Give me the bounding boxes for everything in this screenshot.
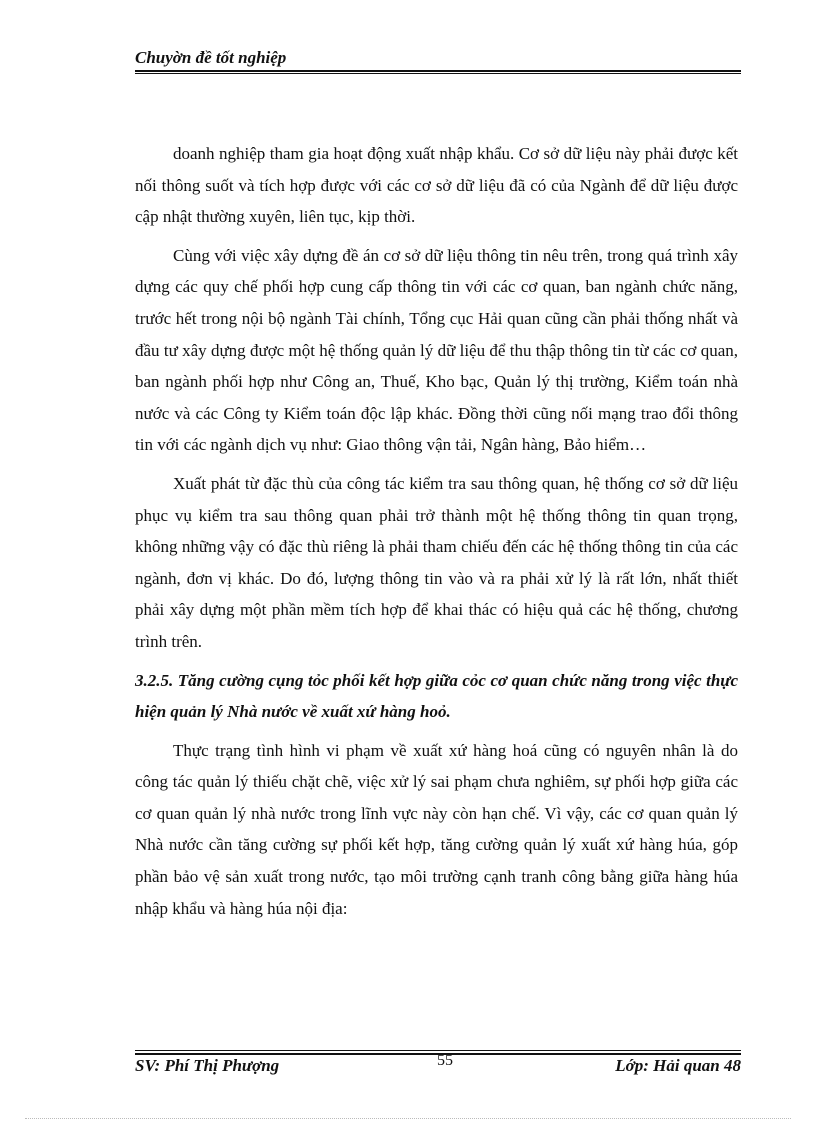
body-paragraph: Cùng với việc xây dựng đề án cơ sở dữ liệu thông tin nêu trên, trong quá trình xây dựng các quy chế phối hợp cung cấp thông tin với các cơ quan, ban ngành chức năng, trước hết trong nội bộ ngành Tài chính, Tổng cục Hải quan cũng cần phải thống nhất và đầu tư xây dựng được một hệ thống quản lý dữ liệu để thu thập thông tin từ các cơ quan, ban ngành phối hợp như Công an, Thuế, Kho bạc, Quản lý thị trường, Kiểm toán nhà nước và các Công ty Kiểm toán độc lập khác. Đồng thời cũng nối mạng trao đổi thông tin với các ngành dịch vụ như: Giao thông vận tải, Ngân hàng, Bảo hiểm… <box>135 245 738 455</box>
body-paragraph: Thực trạng tình hình vi phạm về xuất xứ hàng hoá cũng có nguyên nhân là do công tác quản lý thiếu chặt chẽ, việc xử lý sai phạm chưa nghiêm, sự phối hợp giữa các cơ quan quản lý nhà nước trong lĩnh vực này còn hạn chế. Vì vậy, các cơ quan quản lý Nhà nước cần tăng cường sự phối kết hợp, tăng cường quản lý xuất xứ hàng húa, góp phần bảo vệ sản xuất trong nước, tạo môi trường cạnh tranh công bằng giữa hàng húa nhập khẩu và hàng húa nội địa: <box>135 740 738 918</box>
header-divider-thin <box>135 73 741 74</box>
header-divider <box>135 70 741 72</box>
page-number: 55 <box>437 1052 453 1069</box>
footer-divider-thin <box>135 1050 741 1051</box>
page-edge-divider <box>25 1118 791 1119</box>
document-body <box>135 138 738 931</box>
body-paragraph: doanh nghiệp tham gia hoạt động xuất nhập khẩu. Cơ sở dữ liệu này phải được kết nối thông suốt và tích hợp được với các cơ sở dữ liệu đã có của Ngành để dữ liệu được cập nhật thường xuyên, liên tục, kịp thời. <box>135 144 738 227</box>
footer-student-name: SV: Phí Thị Phượng <box>135 1056 280 1075</box>
section-heading: 3.2.5. Tăng cường cụng tỏc phối kết hợp giữa cỏc cơ quan chức năng trong việc thực hiện quản lý Nhà nước về xuất xứ hàng hoỏ. <box>135 670 738 722</box>
page-header-title: Chuyờn đề tốt nghiệp <box>135 48 287 67</box>
footer-class-label: Lớp: Hải quan 48 <box>615 1056 741 1075</box>
body-paragraph: Xuất phát từ đặc thù của công tác kiểm tra sau thông quan, hệ thống cơ sở dữ liệu phục vụ kiểm tra sau thông quan phải trở thành một hệ thống thông tin quan trọng, không những vậy có đặc thù riêng là phải tham chiếu đến các hệ thống thông tin của các ngành, đơn vị khác. Do đó, lượng thông tin vào và ra phải xử lý là rất lớn, nhất thiết phải xây dựng một phần mềm tích hợp để khai thác có hiệu quả các hệ thống, chương trình trên. <box>135 473 738 651</box>
